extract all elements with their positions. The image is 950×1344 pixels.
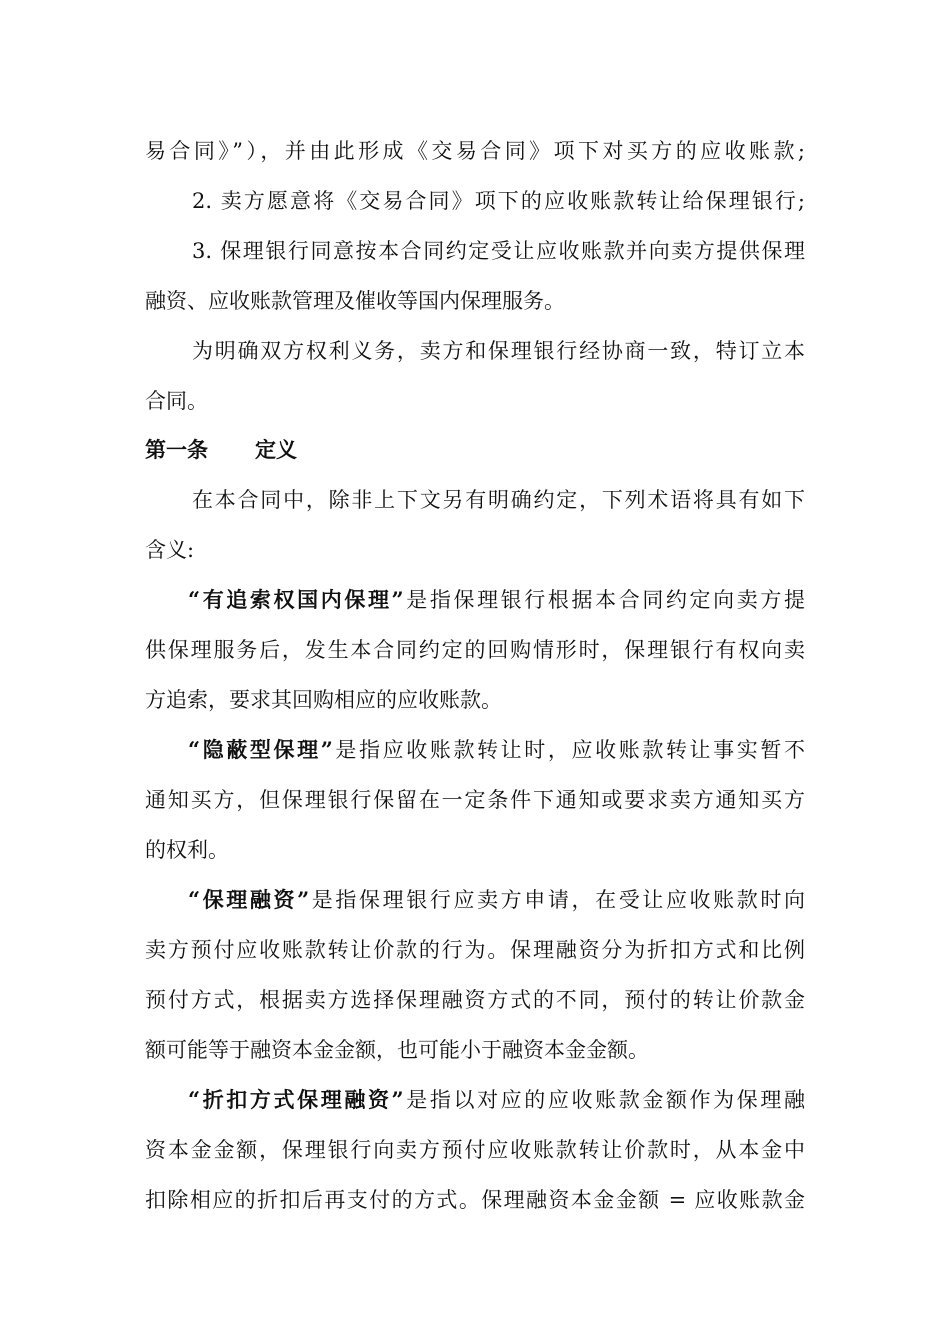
paragraph-line: 易合同》”），并由此形成《交易合同》项下对买方的应收账款;	[145, 139, 805, 163]
definition-line	[188, 735, 805, 765]
list-item-2: 2. 卖方愿意将《交易合同》项下的应收账款转让给保理银行;	[192, 189, 805, 213]
paragraph-line: 卖方预付应收账款转让价款的行为。保理融资分为折扣方式和比例	[145, 938, 805, 962]
definition-text: 是指应收账款转让时，应收账款转让事实暂不	[332, 738, 805, 762]
defined-term: “折扣方式保理融资”	[188, 1087, 404, 1112]
definition-line	[188, 1085, 805, 1115]
paragraph-line: 额可能等于融资本金金额，也可能小于融资本金金额。	[145, 1038, 649, 1062]
article-number: 第一条	[145, 437, 208, 462]
paragraph-line: 通知买方，但保理银行保留在一定条件下通知或要求卖方通知买方	[145, 788, 805, 812]
paragraph-line: 供保理服务后，发生本合同约定的回购情形时，保理银行有权向卖	[145, 638, 805, 662]
paragraph-line: 方追索，要求其回购相应的应收账款。	[145, 688, 502, 712]
defined-term: “保理融资”	[188, 887, 310, 912]
defined-term: “隐蔽型保理”	[188, 737, 333, 762]
definition-text: 是指保理银行根据本合同约定向卖方提	[403, 588, 805, 612]
paragraph-line: 资本金金额，保理银行向卖方预付应收账款转让价款时，从本金中	[145, 1138, 805, 1162]
paragraph-line: 含义:	[145, 538, 195, 562]
paragraph-line: 在本合同中，除非上下文另有明确约定，下列术语将具有如下	[192, 488, 805, 512]
list-item-3: 3. 保理银行同意按本合同约定受让应收账款并向卖方提供保理	[192, 239, 805, 263]
paragraph-line: 为明确双方权利义务，卖方和保理银行经协商一致，特订立本	[192, 339, 805, 363]
definition-line	[188, 885, 805, 915]
definition-text: 是指保理银行应卖方申请，在受让应收账款时向	[309, 888, 805, 912]
paragraph-line: 预付方式，根据卖方选择保理融资方式的不同，预付的转让价款金	[145, 988, 805, 1012]
article-heading	[145, 435, 805, 465]
paragraph-line: 扣除相应的折扣后再支付的方式。保理融资本金金额 = 应收账款金	[145, 1188, 805, 1212]
definition-line	[188, 585, 805, 615]
article-title: 定义	[255, 437, 297, 462]
paragraph-line: 融资、应收账款管理及催收等国内保理服务。	[145, 289, 565, 313]
defined-term: “有追索权国内保理”	[188, 587, 404, 612]
paragraph-line: 合同。	[145, 389, 208, 413]
definition-text: 是指以对应的应收账款金额作为保理融	[403, 1088, 805, 1112]
paragraph-line: 的权利。	[145, 838, 229, 862]
